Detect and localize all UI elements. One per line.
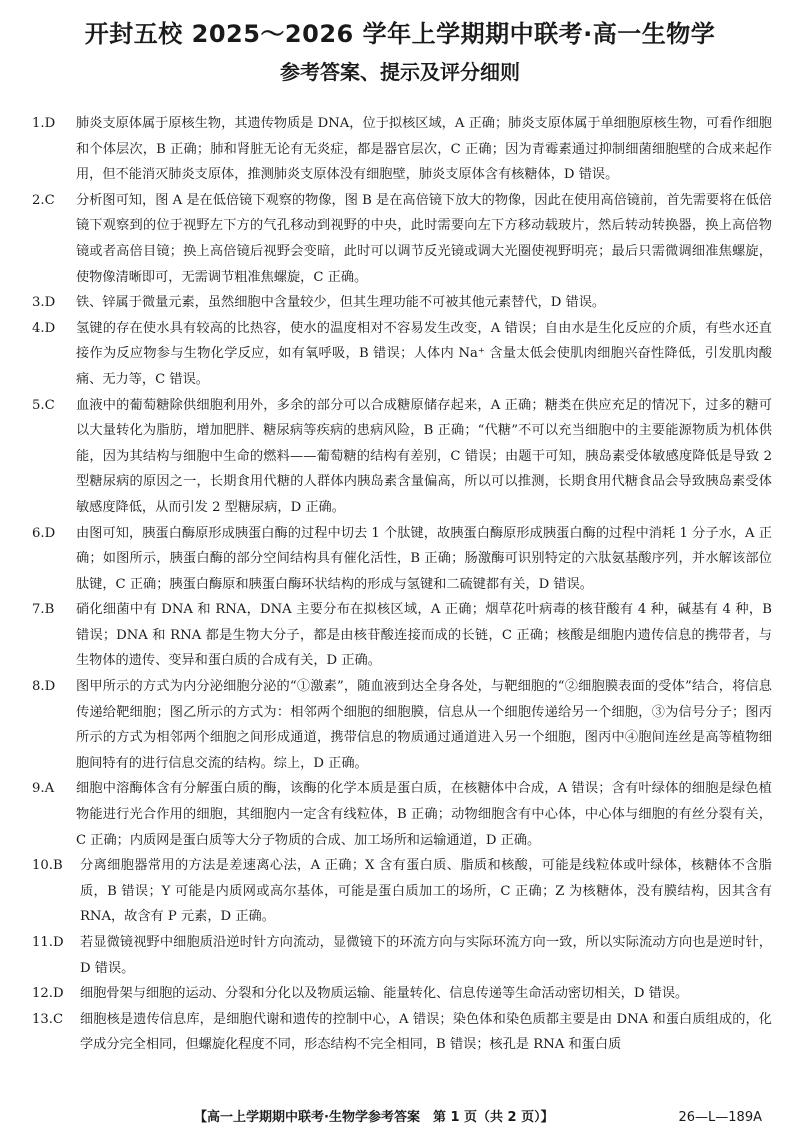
- answer-explanation: 细胞中溶酶体含有分解蛋白质的酶，该酶的化学本质是蛋白质，在核糖体中合成，A 错误；含有叶绿体的细胞是绿色植物能进行光合作用的细胞，其细胞内一定含有线粒体，B 正确；动物细胞含有中心体，中心体与细胞的有丝分裂有关，C 正确；内质网是蛋白质等大分子物质的合成、加工场所和运输通道，D 正确。: [76, 781, 772, 848]
- answer-explanation: 分析图可知，图 A 是在低倍镜下观察的物像，图 B 是在高倍镜下放大的物像，因此在使用高倍镜前，首先需要将在低倍镜下观察到的位于视野左下方的气孔移动到视野的中央，此时需要向左下方移动载玻片，然后转动转换器，换上高倍物镜或者高倍目镜；换上高倍镜后视野会变暗，此时可以调节反光镜或调大光圈使视野明亮；最后只需微调细准焦螺旋，使物像清晰即可，无需调节粗准焦螺旋，C 正确。: [76, 192, 772, 285]
- answer-item-1: [32, 111, 772, 188]
- answer-number: 10.B: [32, 858, 63, 874]
- answer-number: 6.D: [32, 525, 56, 541]
- answer-number: 13.C: [32, 1011, 64, 1027]
- answer-item-3: [32, 290, 772, 316]
- answer-number: 12.D: [32, 986, 64, 1002]
- answer-explanation: 图甲所示的方式为内分泌细胞分泌的“①激素”，随血液到达全身各处，与靶细胞的“②细胞膜表面的受体”结合，将信息传递给靶细胞；图乙所示的方式为：相邻两个细胞的细胞膜，信息从一个细胞传递给另一个细胞，③为信号分子；图丙所示的方式为相邻两个细胞之间形成通道，携带信息的物质通过通道进入另一个细胞，图丙中④胞间连丝是高等植物细胞间特有的进行信息交流的结构。综上，D 正确。: [76, 679, 772, 771]
- answer-number: 2.C: [32, 192, 55, 208]
- answer-item-13: [32, 1007, 772, 1058]
- answer-explanation: 肺炎支原体属于原核生物，其遗传物质是 DNA，位于拟核区域，A 正确；肺炎支原体属于单细胞原核生物，可看作细胞和个体层次，B 正确；肺和肾脏无论有无炎症，都是器官层次，C 正确；因为青霉素通过抑制细菌细胞壁的合成来起作用，但不能消灭肺炎支原体，推测肺炎支原体没有细胞壁，肺炎支原体含有核糖体，D 错误。: [76, 116, 772, 183]
- answer-item-12: [32, 981, 772, 1007]
- answer-item-5: [32, 393, 772, 521]
- answer-number: 9.A: [32, 781, 55, 797]
- footer-page-info: 【高一上学期期中联考·生物学参考答案 第 1 页（共 2 页）】: [194, 1110, 554, 1125]
- answer-item-9: [32, 776, 772, 853]
- answer-explanation: 铁、锌属于微量元素，虽然细胞中含量较少，但其生理功能不可被其他元素替代，D 错误。: [76, 295, 606, 311]
- answer-explanation: 氢键的存在使水具有较高的比热容，使水的温度相对不容易发生改变，A 错误；自由水是生化反应的介质，有些水还直接作为反应物参与生物化学反应，如有氧呼吸，B 错误；人体内 Na⁺ 含量太低会使肌肉细胞兴奋性降低，引发肌肉酸痛、无力等，C 错误。: [76, 320, 772, 387]
- answer-explanation: 细胞骨架与细胞的运动、分裂和分化以及物质运输、能量转化、信息传递等生命活动密切相关，D 错误。: [80, 986, 689, 1002]
- answer-item-4: [32, 316, 772, 393]
- page-subtitle: 参考答案、提示及评分细则: [280, 60, 520, 84]
- answer-item-2: [32, 188, 772, 290]
- answer-number: 8.D: [32, 679, 56, 695]
- page-footer: [0, 1108, 800, 1128]
- answer-explanation: 分离细胞器常用的方法是差速离心法，A 正确；X 含有蛋白质、脂质和核酸，可能是线粒体或叶绿体，核糖体不含脂质，B 错误；Y 可能是内质网或高尔基体，可能是蛋白质加工的场所，C 正确；Z 为核糖体，没有膜结构，因其含有 RNA，故含有 P 元素，D 正确。: [80, 858, 772, 925]
- answer-item-7: [32, 597, 772, 674]
- answer-explanation: 硝化细菌中有 DNA 和 RNA，DNA 主要分布在拟核区域，A 正确；烟草花叶病毒的核苷酸有 4 种，碱基有 4 种，B 错误；DNA 和 RNA 都是生物大分子，都是由核苷酸连接而成的长链，C 正确；核酸是细胞内遗传信息的携带者，与生物体的遗传、变异和蛋白质的合成有关，D 正确。: [76, 602, 772, 669]
- answer-item-10: [32, 853, 772, 930]
- footer-exam-code: 26—L—189A: [678, 1110, 762, 1125]
- answer-item-8: [32, 674, 772, 776]
- answer-item-6: [32, 521, 772, 598]
- answer-number: 11.D: [32, 935, 64, 950]
- answer-number: 1.D: [32, 116, 56, 131]
- answer-explanation: 由图可知，胰蛋白酶原形成胰蛋白酶的过程中切去 1 个肽键，故胰蛋白酶原形成胰蛋白酶的过程中消耗 1 分子水，A 正确；如图所示，胰蛋白酶的部分空间结构具有催化活性，B 正确；肠激酶可识别特定的六肽氨基酸序列，并水解该部位肽键，C 正确；胰蛋白酶原和胰蛋白酶环状结构的形成与氢键和二硫键都有关，D 错误。: [76, 525, 772, 592]
- answer-number: 5.C: [32, 397, 55, 413]
- answer-number: 7.B: [32, 602, 55, 618]
- answer-explanation: 细胞核是遗传信息库，是细胞代谢和遗传的控制中心，A 错误；染色体和染色质都主要是由 DNA 和蛋白质组成的，化学成分完全相同，但螺旋化程度不同，形态结构不完全相同，B 错误；核孔是 RNA 和蛋白质: [80, 1011, 772, 1053]
- answer-explanation: 血液中的葡萄糖除供细胞利用外，多余的部分可以合成糖原储存起来，A 正确；糖类在供应充足的情况下，过多的糖可以大量转化为脂肪，增加肥胖、糖尿病等疾病的患病风险，B 正确；“代糖”不可以充当细胞中的主要能源物质为机体供能，因为其结构与细胞中生命的燃料——葡萄糖的结构有差别，C 错误；由题干可知，胰岛素受体敏感度降低是导致 2 型糖尿病的原因之一，长期食用代糖的人群体内胰岛素含量偏高，所以可以推测，长期食用代糖食品会导致胰岛素受体敏感度降低，从而引发 2 型糖尿病，D 正确。: [76, 397, 772, 515]
- answer-list: [32, 111, 772, 1058]
- answer-number: 3.D: [32, 295, 56, 311]
- page-title: 开封五校 2025～2026 学年上学期期中联考·高一生物学: [84, 20, 716, 48]
- answer-explanation: 若显微镜视野中细胞质沿逆时针方向流动，显微镜下的环流方向与实际环流方向一致，所以实际流动方向也是逆时针，D 错误。: [80, 935, 772, 976]
- answer-number: 4.D: [32, 320, 56, 336]
- answer-item-11: [32, 930, 772, 981]
